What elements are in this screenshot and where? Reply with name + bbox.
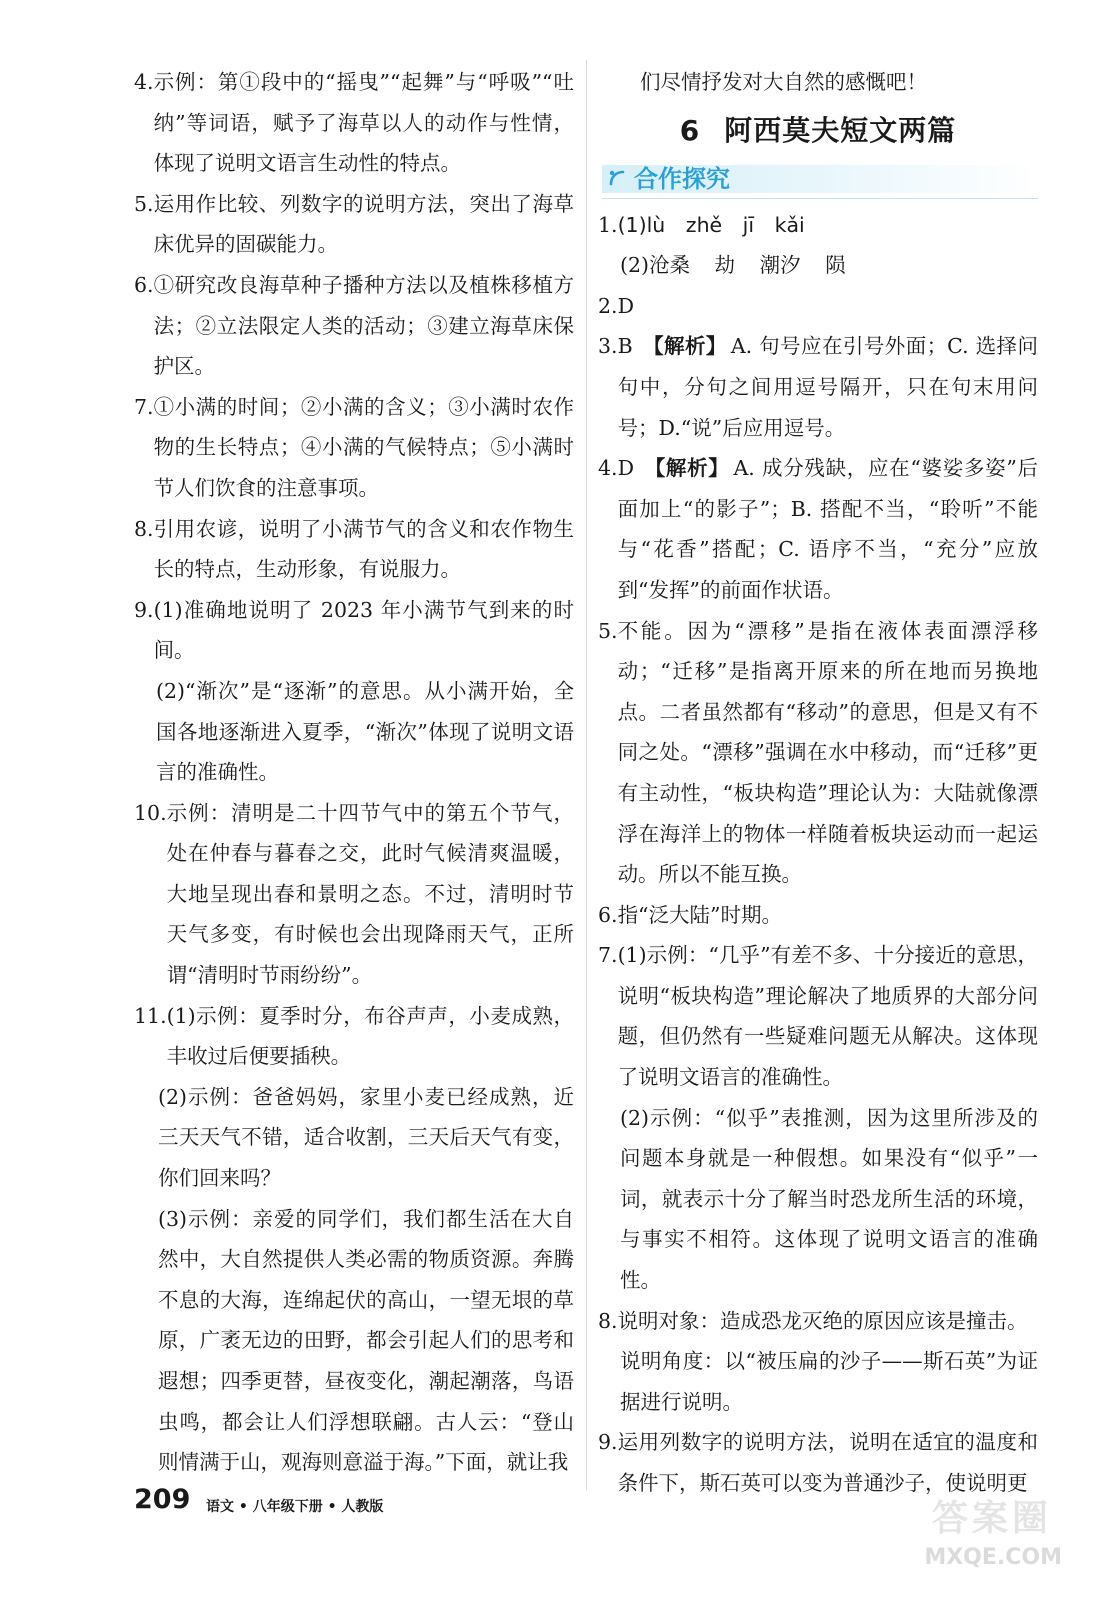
right-column (598, 62, 1038, 1504)
answer-item-11-part-3: (3)示例：亲爱的同学们，我们都生活在大自然中，大自然提供人类必需的物质资源。奔腾不息的大海，连绵起伏的高山，一望无垠的草原，广袤无边的田野，都会引起人们的思考和遐想；四季更替，昼夜变化，潮起潮落，鸟语虫鸣，都会让人们浮想联翩。古人云：“登山则情满于山，观海则意溢于海。”下面，就让我 (158, 1206, 574, 1475)
lesson-name: 阿西莫夫短文两篇 (724, 113, 957, 147)
item-text: 说明对象：造成恐龙灭绝的原因应该是撞击。 (617, 1308, 1028, 1333)
left-column (134, 62, 574, 1483)
section-label: 合作探究 (634, 164, 730, 193)
answer-item-4 (598, 448, 1038, 610)
item-number: 3. (598, 334, 618, 359)
item-text: (1)准确地说明了 2023 年小满节气到来的时间。 (153, 597, 574, 663)
section-marker-icon (608, 169, 626, 187)
item-text: 引用农谚，说明了小满节气的含义和农作物生长的特点，生动形象，有说服力。 (153, 516, 574, 582)
item-number: 7. (598, 943, 618, 968)
item-number: 8. (598, 1308, 618, 1333)
section-header (598, 157, 1038, 201)
item-number: 4. (598, 456, 618, 481)
item-text: 示例：第①段中的“摇曳”“起舞”与“呼吸”“吐纳”等词语，赋予了海草以人的动作与性情，体现了说明文语言生动性的特点。 (153, 70, 574, 176)
answer-item-10 (134, 793, 574, 996)
lesson-number: 6 (679, 113, 701, 147)
item-text: (1)示例：夏季时分，布谷声声，小麦成熟，丰收过后便要插秧。 (166, 1003, 574, 1069)
item-text: 运用作比较、列数字的说明方法，突出了海草床优异的固碳能力。 (153, 191, 574, 257)
item-body (618, 448, 1038, 610)
item-text: 不能。因为“漂移”是指在液体表面漂浮移动；“迁移”是指离开原来的所在地而另换地点。二者虽然都有“移动”的意思，但是又有不同之处。“漂移”强调在水中移动，而“迁移”更有主动性，“板块构造”理论认为：大陆就像漂浮在海洋上的物体一样随着板块运动而一起运动。所以不能互换。 (617, 618, 1038, 887)
answer-item-8-part-2: 说明角度：以“被压扁的沙子——斯石英”为证据进行说明。 (620, 1349, 1038, 1414)
item-text: ①研究改良海草种子播种方法以及植株移植方法；②立法限定人类的活动；③建立海草床保护区。 (153, 272, 574, 379)
answer-item-4 (134, 62, 574, 184)
answer-item-1 (598, 205, 1038, 246)
item-text: (1)示例：“几乎”有差不多、十分接近的意思，说明“板块构造”理论解决了地质界的大部分问题，但仍然有一些疑难问题无从解决。这体现了说明文语言的准确性。 (617, 943, 1038, 1090)
item-number: 8. (134, 516, 154, 541)
analysis-tag: 【解析】 (644, 456, 730, 481)
answer-item-7-part-2: (2)示例：“似乎”表推测，因为这里所涉及的问题本身就是一种假想。如果没有“似乎”一词，就表示十分了解当时恐龙所生活的环境，与事实不相符。这体现了说明文语言的准确性。 (620, 1105, 1038, 1293)
item-number: 6. (598, 902, 618, 927)
item-number: 9. (598, 1430, 618, 1455)
watermark (912, 1490, 1062, 1570)
column-divider (586, 60, 587, 1490)
answer-item-9-part-2: (2)“渐次”是“逐渐”的意思。从小满开始，全国各地逐渐进入夏季，“渐次”体现了说明文语言的准确性。 (156, 678, 574, 785)
item-text: 运用列数字的说明方法，说明在适宜的温度和条件下，斯石英可以变为普通沙子，使说明更 (617, 1430, 1038, 1495)
answer-item-8 (134, 509, 574, 590)
item-text: (1)lù zhě jī kǎi (617, 212, 805, 237)
item-text: ①小满的时间；②小满的含义；③小满时农作物的生长特点；④小满的气候特点；⑤小满时节人们饮食的注意事项。 (153, 394, 574, 500)
answer-item-9 (134, 590, 574, 671)
answer-item-6 (598, 895, 1038, 936)
lesson-title (598, 105, 1038, 157)
item-number: 9. (134, 597, 154, 622)
item-number: 2. (598, 293, 618, 318)
item-answer: B (617, 334, 633, 359)
watermark-logo: 答案圈 (931, 1498, 1052, 1539)
answer-item-11-part-2: (2)示例：爸爸妈妈，家里小麦已经成熟，近三天天气不错，适合收割，三天后天气有变，你们回来吗？ (158, 1084, 574, 1191)
analysis-tag: 【解析】 (642, 334, 727, 359)
answer-item-5 (598, 611, 1038, 895)
continued-text: 们尽情抒发对大自然的感慨吧！ (640, 70, 927, 94)
answer-item-7 (598, 935, 1038, 1097)
watermark-site: MXQE.COM (924, 1545, 1062, 1570)
answer-item-6 (134, 265, 574, 387)
item-number: 5. (134, 191, 154, 216)
item-text: D (617, 293, 634, 318)
item-number: 1. (598, 212, 618, 237)
item-body (618, 326, 1038, 448)
item-number: 5. (598, 618, 618, 643)
answer-item-5 (134, 184, 574, 265)
item-number: 7. (134, 394, 154, 419)
answer-item-7 (134, 387, 574, 509)
item-text: A. 成分残缺，应在“婆娑多姿”后面加上“的影子”；B. 搭配不当，“聆听”不能与“花香”搭配；C. 语序不当，“充分”应放到“发挥”的前面作状语。 (617, 456, 1039, 602)
item-number: 4. (134, 70, 154, 94)
page-number: 209 (134, 1484, 191, 1515)
section-underline (602, 198, 1038, 199)
item-text: A. 句号应在引号外面；C. 选择问句中，分句之间用逗号隔开，只在句末用问号；D.“说”后应用逗号。 (617, 334, 1038, 440)
answer-item-8 (598, 1301, 1038, 1342)
answer-item-2 (598, 286, 1038, 327)
item-number: 10. (134, 800, 167, 825)
item-answer: D (617, 456, 634, 481)
book-info: 语文 • 八年级下册 • 人教版 (206, 1499, 384, 1515)
answer-item-1-part-2: (2)沧桑 劫 潮汐 陨 (620, 253, 846, 278)
item-number: 11. (134, 1003, 167, 1028)
item-number: 6. (134, 272, 154, 297)
item-text: 指“泛大陆”时期。 (617, 902, 783, 927)
answer-item-3 (598, 326, 1038, 448)
answer-item-11 (134, 996, 574, 1077)
item-text: 示例：清明是二十四节气中的第五个节气，处在仲春与暮春之交，此时气候清爽温暖，大地呈现出春和景明之态。不过，清明时节天气多变，有时候也会出现降雨天气，正所谓“清明时节雨纷纷”。 (166, 800, 574, 988)
